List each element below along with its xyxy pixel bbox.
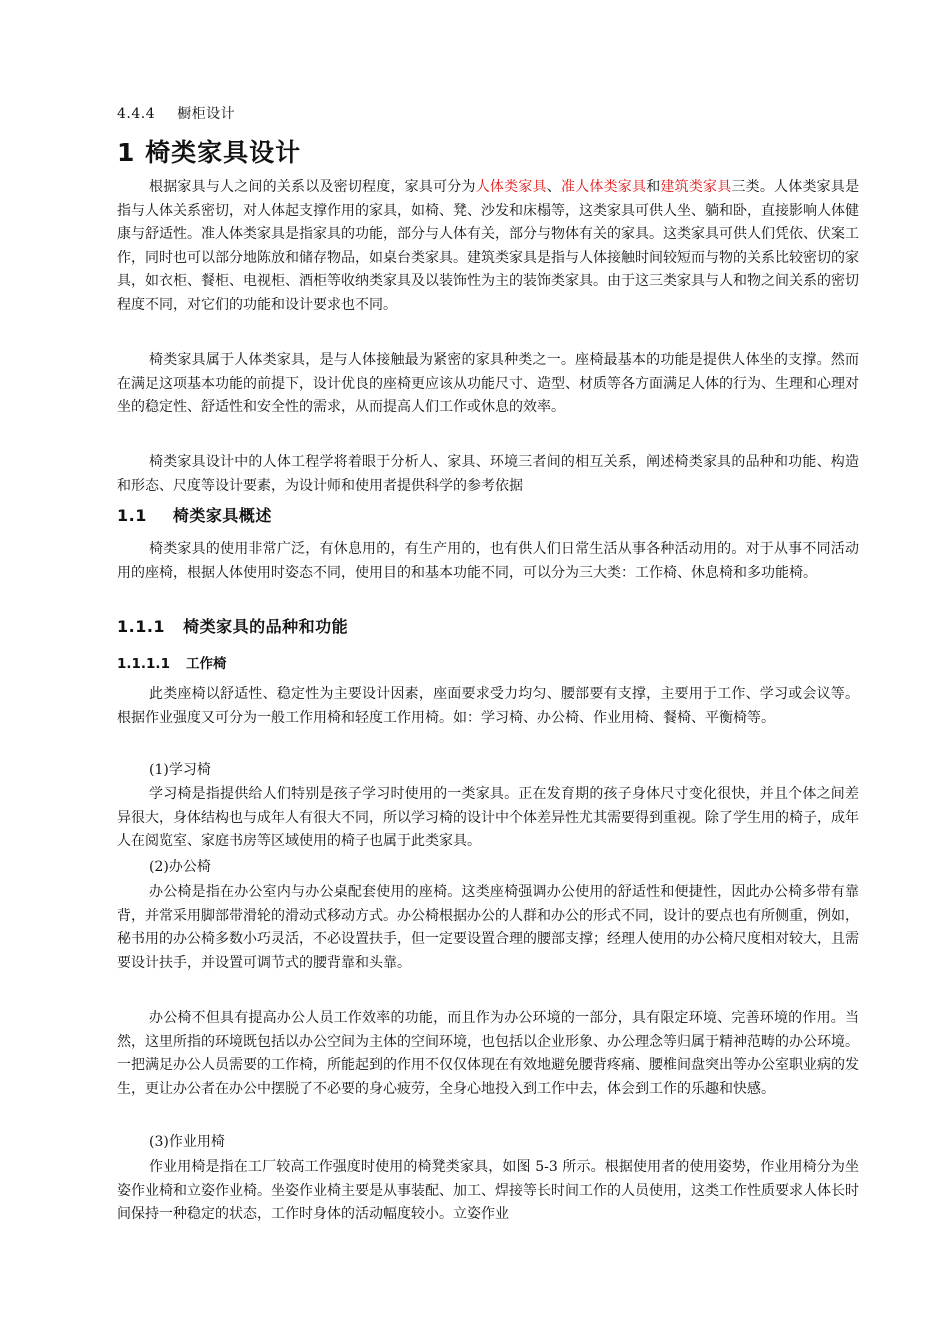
- intro-paragraph: [117, 176, 859, 317]
- item-office-chair-text-2: 办公椅不但具有提高办公人员工作效率的功能，而且作为办公环境的一部分，具有限定环境、完善环境的作用。当然，这里所指的环境既包括以办公空间为主体的空间环境，也包括以企业形象、办公理念等归属于精神范畴的办公环境。一把满足办公人员需要的工作椅，所能起到的作用不仅仅体现在有效地避免腰背疼痛、腰椎间盘突出等办公室职业病的发生，更让办公者在办公中摆脱了不必要的身心疲劳，全身心地投入到工作中去，体会到工作的乐趣和快感。: [117, 1010, 859, 1097]
- heading-title: 椅类家具设计: [145, 138, 302, 167]
- work-chair-paragraph: 此类座椅以舒适性、稳定性为主要设计因素，座面要求受力均匀、腰部要有支撑，主要用于工作、学习或会议等。根据作业强度又可分为一般工作用椅和轻度工作用椅。如：学习椅、办公椅、作业用椅、餐椅、平衡椅等。: [117, 686, 859, 726]
- highlight-human-furniture: 人体类家具: [475, 179, 547, 195]
- intro-text-2: 、: [546, 179, 561, 195]
- heading-number: 1.1: [117, 506, 147, 525]
- heading-title: 椅类家具概述: [172, 506, 272, 525]
- item-study-chair-text: 学习椅是指提供给人们特别是孩子学习时使用的一类家具。正在发育期的孩子身体尺寸变化很快，并且个体之间差异很大，身体结构也与成年人有很大不同，所以学习椅的设计中个体差异性尤其需要得到重视。除了学生用的椅子，成年人在阅览室、家庭书房等区域使用的椅子也属于此类家具。: [117, 786, 859, 849]
- item-office-chair-text-1: 办公椅是指在办公室内与办公桌配套使用的座椅。这类座椅强调办公使用的舒适性和便捷性，因此办公椅多带有靠背，并常采用脚部带滑轮的滑动式移动方式。办公椅根据办公的人群和办公的形式不同，设计的要点也有所侧重，例如，秘书用的办公椅多数小巧灵活，不必设置扶手，但一定要设置合理的腰部支撑；经理人使用的办公椅尺度相对较大，且需要设计扶手，并设置可调节式的腰背靠和头靠。: [117, 884, 859, 971]
- heading-1-1-1: [117, 614, 859, 637]
- highlight-building-furniture: 建筑类家具: [660, 179, 732, 195]
- highlight-quasi-human-furniture: 准人体类家具: [560, 179, 647, 195]
- heading-title: 工作椅: [185, 656, 227, 672]
- heading-number: 1.1.1: [117, 617, 166, 636]
- item-office-chair-label: (2)办公椅: [149, 859, 211, 875]
- heading-number: 1: [117, 138, 136, 167]
- heading-title: 椅类家具的品种和功能: [183, 617, 349, 636]
- chair-paragraph-1: 椅类家具属于人体类家具，是与人体接触最为紧密的家具种类之一。座椅最基本的功能是提供人体坐的支撑。然而在满足这项基本功能的前提下，设计优良的座椅更应该从功能尺寸、造型、材质等各方面满足人体的行为、生理和心理对坐的稳定性、舒适性和安全性的需求，从而提高人们工作或休息的效率。: [117, 352, 859, 415]
- heading-title: 橱柜设计: [177, 106, 236, 122]
- chair-paragraph-2: 椅类家具设计中的人体工程学将着眼于分析人、家具、环境三者间的相互关系，阐述椅类家具的品种和功能、构造和形态、尺度等设计要素，为设计师和使用者提供科学的参考依据: [117, 454, 859, 494]
- item-work-chair-label: (3)作业用椅: [149, 1134, 225, 1150]
- intro-text-4: 三类。人体类家具是指与人体关系密切，对人体起支撑作用的家具，如椅、凳、沙发和床榻等，这类家具可供人坐、躺和卧，直接影响人体健康与舒适性。准人体类家具是指家具的功能，部分与人体有关，部分与物体有关的家具。这类家具可供人们凭依、伏案工作，同时也可以部分地陈放和储存物品，如桌台类家具。建筑类家具是指与人体接触时间较短而与物的关系比较密切的家具，如衣柜、餐柜、电视柜、酒柜等收纳类家具及以装饰性为主的装饰类家具。由于这三类家具与人和物之间关系的密切程度不同，对它们的功能和设计要求也不同。: [117, 179, 860, 313]
- intro-text-1: 根据家具与人之间的关系以及密切程度，家具可分为: [149, 179, 476, 195]
- heading-number: 4.4.4: [117, 106, 156, 122]
- heading-4-4-4: [117, 103, 859, 123]
- heading-1-1-1-1: [117, 652, 859, 672]
- heading-chapter-1: [117, 133, 859, 169]
- heading-1-1: [117, 503, 859, 526]
- item-work-chair-text: 作业用椅是指在工厂较高工作强度时使用的椅凳类家具，如图 5-3 所示。根据使用者的使用姿势，作业用椅分为坐姿作业椅和立姿作业椅。坐姿作业椅主要是从事装配、加工、焊接等长时间工作的人员使用，这类工作性质要求人体长时间保持一种稳定的状态，工作时身体的活动幅度较小。立姿作业: [117, 1159, 859, 1222]
- item-study-chair-label: (1)学习椅: [149, 762, 211, 778]
- overview-paragraph: 椅类家具的使用非常广泛，有休息用的，有生产用的，也有供人们日常生活从事各种活动用的。对于从事不同活动用的座椅，根据人体使用时姿态不同，使用目的和基本功能不同，可以分为三大类：工作椅、休息椅和多功能椅。: [117, 541, 859, 581]
- intro-text-3: 和: [646, 179, 661, 195]
- heading-number: 1.1.1.1: [117, 656, 170, 672]
